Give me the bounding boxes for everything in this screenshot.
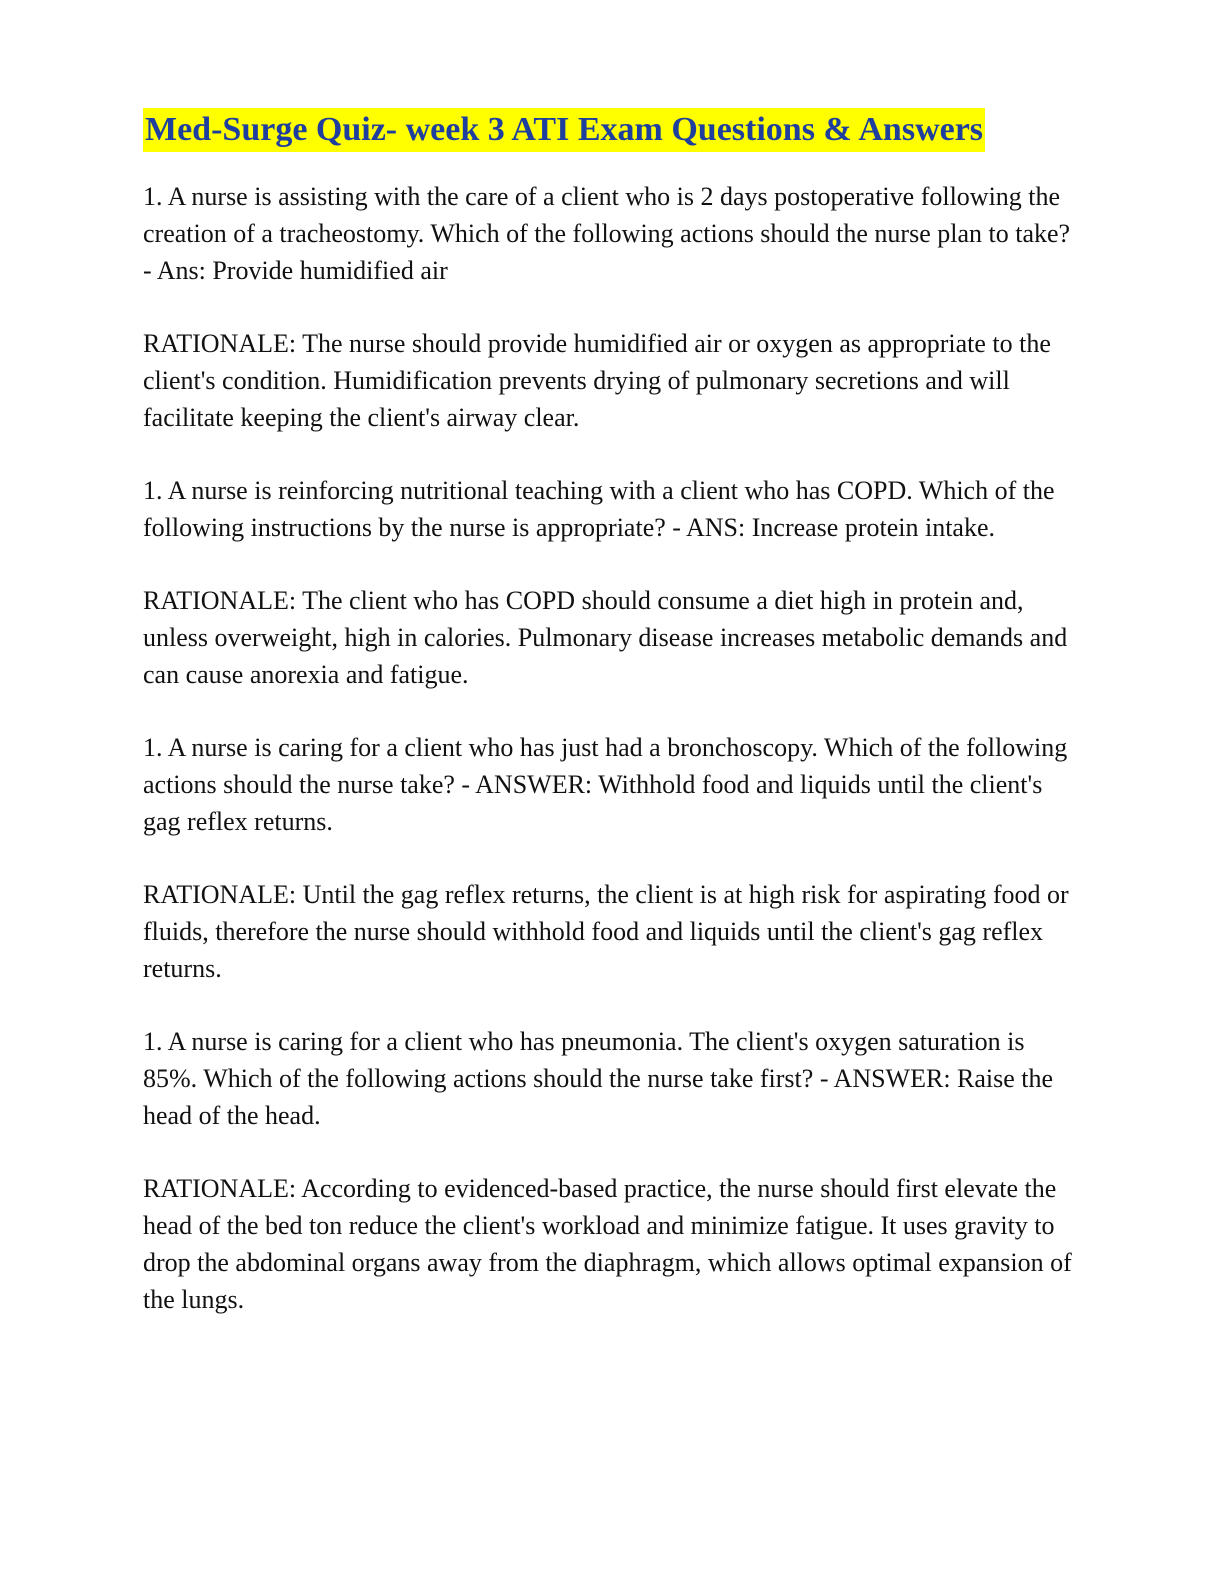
rationale-3: RATIONALE: Until the gag reflex returns, the client is at high risk for aspirating food or fluids, therefore the nurse should withhold food and liquids until the client's gag reflex returns. <box>143 880 1069 983</box>
question-3: 1. A nurse is caring for a client who has just had a bronchoscopy. Which of the following actions should the nurse take? - ANSWER: Withhold food and liquids until the client's gag reflex returns. <box>143 733 1068 836</box>
rationale-2: RATIONALE: The client who has COPD should consume a diet high in protein and, unless overweight, high in calories. Pulmonary disease increases metabolic demands and can cause anorexia and fatigue. <box>143 586 1068 689</box>
question-4: 1. A nurse is caring for a client who has pneumonia. The client's oxygen saturation is 85%. Which of the following actions should the nurse take first? - ANSWER: Raise the head of the head. <box>143 1027 1054 1130</box>
rationale-4: RATIONALE: According to evidenced-based practice, the nurse should first elevate the head of the bed ton reduce the client's workload and minimize fatigue. It uses gravity to drop the abdominal organs away from the diaphragm, which allows optimal expansion of the lungs. <box>143 1174 1072 1314</box>
rationale-1: RATIONALE: The nurse should provide humidified air or oxygen as appropriate to the client's condition. Humidification prevents drying of pulmonary secretions and will facilitate keeping the client's airway clear. <box>143 329 1051 432</box>
document-title: Med-Surge Quiz- week 3 ATI Exam Questions & Answers <box>143 108 985 152</box>
question-1: 1. A nurse is assisting with the care of a client who is 2 days postoperative following the creation of a tracheostomy. Which of the following actions should the nurse plan to take? - Ans: Provide humidified air <box>143 182 1071 285</box>
document-page <box>143 108 1078 1354</box>
question-2: 1. A nurse is reinforcing nutritional teaching with a client who has COPD. Which of the following instructions by the nurse is appropriate? - ANS: Increase protein intake. <box>143 476 1055 542</box>
